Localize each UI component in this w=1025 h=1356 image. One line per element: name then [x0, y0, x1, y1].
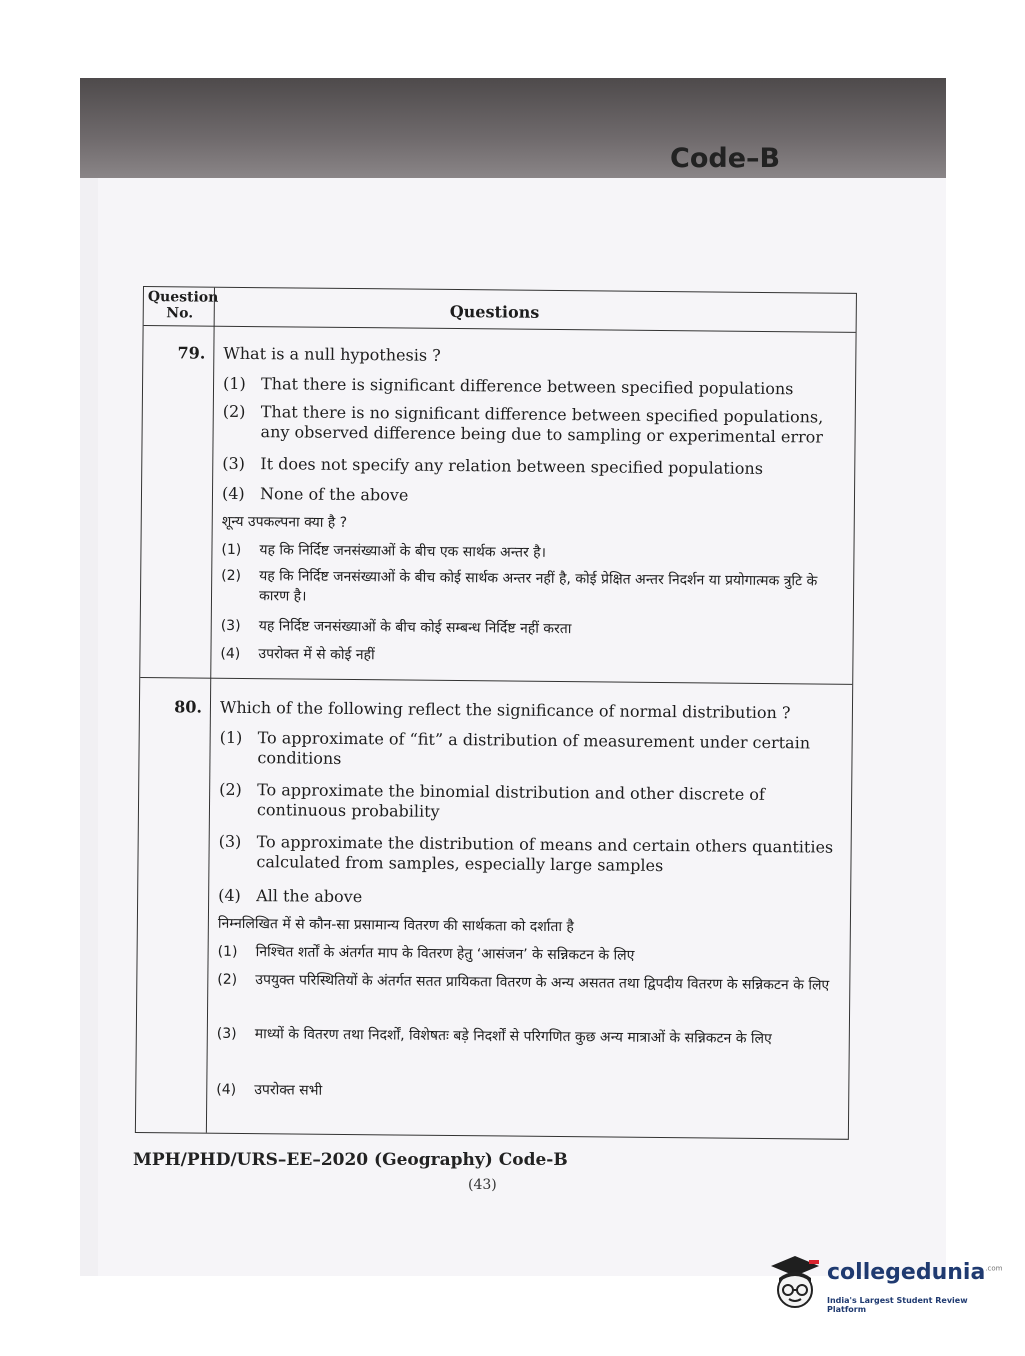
question-79-text-hi: शून्य उपकल्पना क्या है ? [221, 513, 348, 531]
q79-option-en-1 [223, 374, 849, 400]
question-79-text-en: What is a null hypothesis ? [223, 343, 441, 365]
brand-tagline: India's Largest Student Review Platform [827, 1296, 968, 1314]
header-question-no: Question No. [147, 289, 219, 322]
q79-option-hi-1 [221, 540, 847, 566]
scan-shadow-top [80, 78, 946, 178]
option-number: (3) [216, 1025, 237, 1042]
option-number: (1) [221, 541, 242, 558]
q80-option-en-3 [218, 832, 844, 878]
option-text: उपयुक्त परिस्थितियों के अंतर्गत सतत प्रायिकता वितरण के अन्य असतत तथा द्विपदीय वितरण के सन्निकटन के लिए [255, 972, 830, 994]
brand-name: collegedunia$^{.com}$ [827, 1260, 1003, 1285]
option-number: (3) [222, 453, 246, 473]
option-number: (4) [216, 1081, 237, 1098]
option-number: (1) [222, 373, 246, 393]
option-text: None of the above [259, 484, 409, 505]
collegedunia-watermark [765, 1252, 1003, 1318]
option-number: (2) [219, 779, 242, 799]
q79-option-en-4 [222, 484, 848, 510]
page-number: (43) [468, 1177, 497, 1193]
option-text: निश्चित शर्तों के अंतर्गत माप के वितरण हेतु ‘आसंजन’ के सन्निकटन के लिए [255, 944, 635, 964]
option-text: माध्यों के वितरण तथा निदर्शों, विशेषतः बड़े निदर्शों से परिगणित कुछ अन्य मात्राओं के सन्निकटन के लिए [254, 1026, 772, 1048]
row-divider [140, 677, 852, 685]
question-number-80: 80. [174, 697, 203, 717]
option-text: All the above [256, 886, 363, 907]
option-number: (4) [220, 645, 241, 662]
q79-option-hi-3 [221, 616, 847, 642]
option-text: To approximate the distribution of means and certain others quantities calculated from samples, especially large samples [256, 832, 834, 876]
q79-option-en-3 [222, 454, 848, 480]
q79-option-en-2 [223, 402, 849, 448]
option-text: यह कि निर्दिष्ट जनसंख्याओं के बीच एक सार्थक अन्तर है। [259, 542, 547, 561]
option-text: To approximate of “fit” a distribution of measurement under certain conditions [257, 728, 811, 768]
option-text: यह कि निर्दिष्ट जनसंख्याओं के बीच कोई सार्थक अन्तर नहीं है, कोई प्रेक्षित अन्तर निदर्शन या प्रयोगात्मक त्रुटि के कारण है। [258, 568, 818, 605]
q80-option-en-4 [218, 886, 844, 912]
q80-option-en-1 [219, 728, 845, 774]
option-text: यह निर्दिष्ट जनसंख्याओं के बीच कोई सम्बन्ध निर्दिष्ट नहीं करता [258, 618, 572, 638]
option-text: उपरोक्त में से कोई नहीं [258, 646, 375, 664]
option-text: It does not specify any relation between specified populations [260, 454, 764, 478]
q79-option-hi-2 [221, 566, 847, 612]
q79-option-hi-4 [220, 644, 846, 670]
question-80-text-en: Which of the following reflect the significance of normal distribution ? [219, 697, 791, 723]
option-number: (1) [217, 943, 238, 960]
option-number: (1) [219, 727, 243, 747]
option-text: To approximate the binomial distribution and other discrete of continuous probability [256, 780, 765, 821]
option-number: (3) [220, 617, 241, 634]
question-80-text-hi: निम्नलिखित में से कौन-सा प्रसामान्य वितरण की सार्थकता को दर्शाता है [217, 915, 574, 936]
option-text: That there is significant difference between specified populations [260, 374, 794, 399]
option-number: (2) [221, 567, 242, 584]
column-divider [206, 288, 215, 1133]
mascot-icon [765, 1252, 823, 1314]
exam-footer: MPH/PHD/URS–EE–2020 (Geography) Code-B [133, 1150, 568, 1170]
code-label: Code–B [670, 143, 781, 174]
table-header [144, 287, 856, 333]
question-number-79: 79. [177, 343, 206, 363]
q80-option-hi-3 [217, 1024, 843, 1050]
option-number: (4) [221, 483, 245, 503]
q80-option-hi-4 [216, 1080, 842, 1106]
q80-option-en-2 [219, 780, 845, 826]
header-questions: Questions [449, 301, 540, 322]
option-text: उपरोक्त सभी [254, 1082, 323, 1099]
option-number: (2) [222, 401, 246, 421]
q80-option-hi-1 [218, 942, 844, 968]
option-text: That there is no significant difference between specified populations, any observed difference being due to sampling or experimental error [260, 402, 824, 447]
q80-option-hi-2 [217, 970, 843, 996]
option-number: (3) [218, 831, 242, 851]
question-table [135, 286, 857, 1140]
option-number: (2) [217, 971, 238, 988]
option-number: (4) [218, 885, 241, 905]
